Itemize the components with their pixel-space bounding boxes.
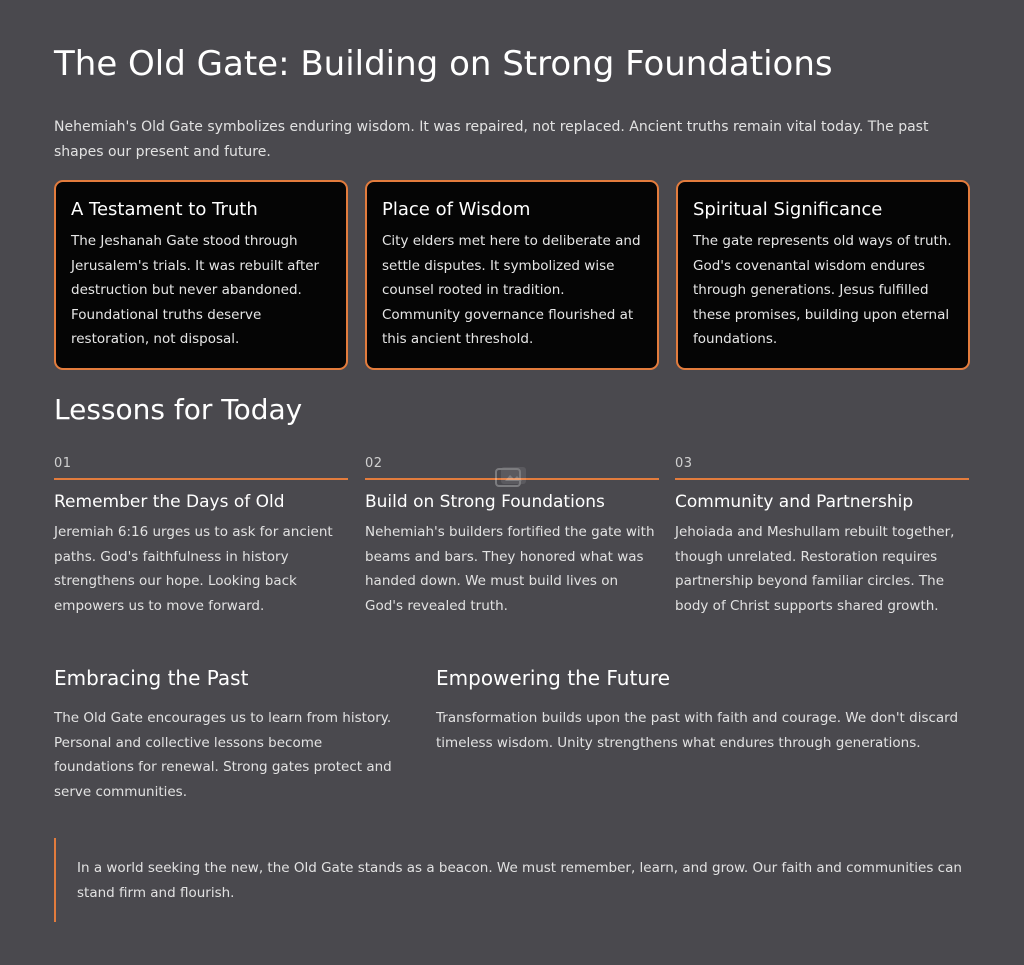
lesson-divider	[54, 478, 348, 480]
lesson-title: Community and Partnership	[675, 492, 914, 512]
card-body: The Jeshanah Gate stood through Jerusalem's trials. It was rebuilt after destruction but never abandoned. Foundational truths deserve restoration, not disposal.	[71, 233, 320, 347]
lesson-body: Jeremiah 6:16 urges us to ask for ancient paths. God's faithfulness in history strengthens our hope. Looking back empowers us to move forward.	[54, 524, 333, 614]
card-title: Spiritual Significance	[693, 199, 883, 220]
page-title: The Old Gate: Building on Strong Foundations	[54, 44, 833, 84]
lessons-title: Lessons for Today	[54, 393, 303, 426]
image-placeholder-icon	[495, 466, 527, 488]
card-testament-to-truth	[54, 180, 348, 370]
section-body: Transformation builds upon the past with faith and courage. We don't discard timeless wisdom. Unity strengthens what endures through generations.	[436, 710, 959, 751]
quote-text: In a world seeking the new, the Old Gate stands as a beacon. We must remember, learn, and grow. Our faith and communities can stand firm and flourish.	[77, 860, 962, 901]
card-title: Place of Wisdom	[382, 199, 531, 220]
section-heading: Empowering the Future	[436, 666, 671, 690]
lesson-number: 02	[365, 456, 383, 471]
card-row	[54, 180, 970, 370]
lesson-title: Build on Strong Foundations	[365, 492, 605, 512]
intro-text: Nehemiah's Old Gate symbolizes enduring wisdom. It was repaired, not replaced. Ancient truths remain vital today. The past shapes our present and future.	[54, 119, 929, 160]
card-spiritual-significance	[676, 180, 970, 370]
lesson-body: Nehemiah's builders fortified the gate with beams and bars. They honored what was handed down. We must build lives on God's revealed truth.	[365, 524, 655, 614]
lesson-title: Remember the Days of Old	[54, 492, 285, 512]
closing-quote	[54, 838, 970, 922]
lesson-number: 03	[675, 456, 693, 471]
lesson-divider	[675, 478, 969, 480]
card-title: A Testament to Truth	[71, 199, 258, 220]
embracing-the-past-section	[54, 666, 404, 804]
section-body: The Old Gate encourages us to learn from history. Personal and collective lessons become foundations for renewal. Strong gates protect and serve communities.	[54, 710, 392, 800]
card-body: The gate represents old ways of truth. God's covenantal wisdom endures through generations. Jesus fulfilled these promises, building upon eternal foundations.	[693, 233, 952, 347]
section-heading: Embracing the Past	[54, 666, 249, 690]
lesson-item-3	[675, 455, 969, 618]
card-body: City elders met here to deliberate and settle disputes. It symbolized wise counsel rooted in tradition. Community governance flourished at this ancient threshold.	[382, 233, 641, 347]
empowering-the-future-section	[436, 666, 966, 755]
lesson-item-1	[54, 455, 348, 618]
card-place-of-wisdom	[365, 180, 659, 370]
lesson-number: 01	[54, 456, 72, 471]
lesson-body: Jehoiada and Meshullam rebuilt together, though unrelated. Restoration requires partnership beyond familiar circles. The body of Christ supports shared growth.	[675, 524, 955, 614]
